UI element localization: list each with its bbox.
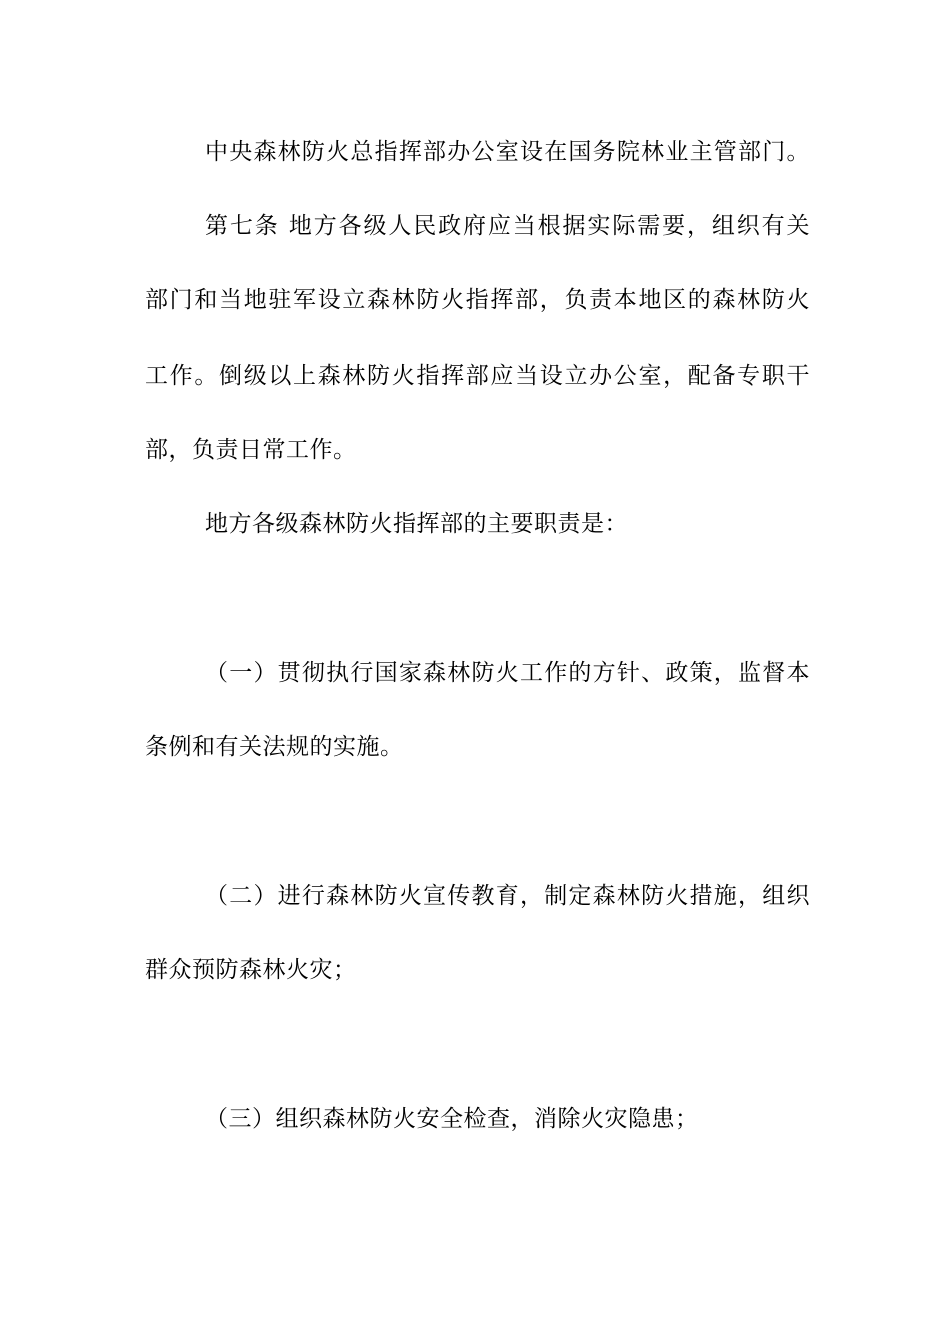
paragraph-line-4: 工作。倒级以上森林防火指挥部应当设立办公室，配备专职干 (145, 363, 810, 389)
list-item-2-line-2: 群众预防森林火灾； (145, 957, 357, 983)
paragraph-line-6: 地方各级森林防火指挥部的主要职责是： (205, 511, 628, 537)
paragraph-line-3: 部门和当地驻军设立森林防火指挥部，负责本地区的森林防火 (145, 287, 810, 313)
paragraph-line-2: 第七条 地方各级人民政府应当根据实际需要，组织有关 (205, 213, 810, 239)
list-item-3-line-1: （三）组织森林防火安全检查，消除火灾隐患； (205, 1106, 699, 1132)
list-item-1-line-2: 条例和有关法规的实施。 (145, 734, 404, 760)
paragraph-line-1: 中央森林防火总指挥部办公室设在国务院林业主管部门。 (205, 139, 810, 165)
list-item-1-line-1: （一）贯彻执行国家森林防火工作的方针、政策，监督本 (205, 660, 810, 686)
list-item-2-line-1: （二）进行森林防火宣传教育，制定森林防火措施，组织 (205, 883, 810, 909)
paragraph-line-5: 部，负责日常工作。 (145, 437, 357, 463)
